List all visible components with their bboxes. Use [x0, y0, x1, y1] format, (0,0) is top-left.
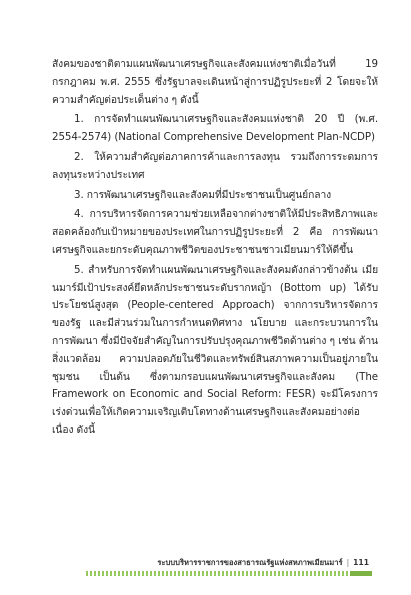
list-item-2: 2. ให้ความสำคัญต่อภาคการค้าและการลงทุน รวมถึงการระดมการลงทุนระหว่างประเทศ: [52, 150, 378, 181]
page-footer: [0, 552, 411, 576]
running-title: ระบบบริหารราชการของสาธารณรัฐแห่งสหภาพเมียนมาร์: [157, 558, 343, 567]
footer-accent-bar: [350, 571, 372, 576]
paragraph-intro: สังคมของชาติตามแผนพัฒนาเศรษฐกิจและสังคมแห่งชาติเมื่อวันที่ 19 กรกฎาคม พ.ศ. 2555 ซึ่งรัฐบาลจะเดินหน้าสู่การปฏิรูประยะที่ 2 โดยจะให้ความสำคัญต่อประเด็นต่าง ๆ ดังนี้: [52, 58, 378, 106]
body-text: [52, 56, 378, 440]
list-item-1: 1. การจัดทำแผนพัฒนาเศรษฐกิจและสังคมแห่งชาติ 20 ปี (พ.ศ. 2554-2574) (National Comprehensive Development Plan-NCDP): [52, 113, 378, 144]
footer-separator: |: [346, 558, 350, 567]
page-number: 111: [353, 558, 369, 567]
list-item-4: 4. การบริหารจัดการความช่วยเหลือจากต่างชาติให้มีประสิทธิภาพและสอดคล้องกับเป้าหมายของประเทศในการปฏิรูประยะที่ 2 คือ การพัฒนาเศรษฐกิจและยกระดับคุณภาพชีวิตของประชาชนชาวเมียนมาร์ให้ดีขึ้น: [52, 208, 378, 256]
list-item-5: 5. สำหรับการจัดทำแผนพัฒนาเศรษฐกิจและสังคมดังกล่าวข้างต้น เมียนมาร์มีเป้าประสงค์ยึดหลักประชาชนระดับรากหญ้า (Bottom up) ได้รับประโยชน์สูงสุด (People-centered Approach) จากการบริหารจัดการของรัฐ และมีส่วนร่วมในการกำหนดทิศทาง นโยบาย และกระบวนการในการพัฒนา ซึ่งมีปัจจัยสำคัญในการปรับปรุงคุณภาพชีวิตด้านต่าง ๆ เช่น ด้านสิ่งแวดล้อม ความปลอดภัยในชีวิตและทรัพย์สินสภาพความเป็นอยู่ภายในชุมชน เป็นต้น ซึ่งตามกรอบแผนพัฒนาเศรษฐกิจและสังคม (The Framework on Economic and Social Reform: FESR) จะมีโครงการเร่งด่วนเพื่อให้เกิดความเจริญเติบโตทางด้านเศรษฐกิจและสังคมอย่างต่อเนื่อง ดังนี้: [52, 263, 378, 436]
footer-text: [157, 557, 369, 569]
footer-decorative-rule: [86, 571, 371, 576]
list-item-3: 3. การพัฒนาเศรษฐกิจและสังคมที่มีประชาชนเป็นศูนย์กลาง: [74, 188, 332, 201]
